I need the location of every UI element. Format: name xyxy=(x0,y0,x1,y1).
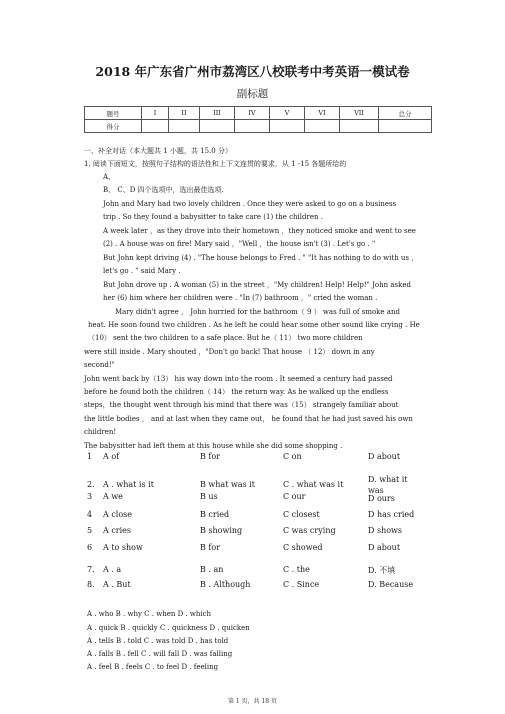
instruction-line: 1. 阅读下面短文，按照句子结构的语法性和上下文连贯的要求，从 1 -15 各题所给的 xyxy=(84,160,347,168)
passage-line: the little bodies ， and at last when they came out， he found that he had just saved his own xyxy=(84,415,413,423)
extra-option-line: A . feel B . feels C . to feel D . feeling xyxy=(87,663,219,671)
option-number: 7. xyxy=(87,565,95,574)
option-c: C closest xyxy=(283,510,320,519)
instruction-line: B、 C、D 四个选项中，选出最佳选项. xyxy=(103,186,224,194)
option-a: A cries xyxy=(103,526,132,535)
passage-line: before he found both the children（ 14） the return way. As he walked up the endless xyxy=(84,388,389,396)
page-subtitle: 副标题 xyxy=(236,88,269,100)
option-b: B showing xyxy=(200,526,243,535)
passage-line: But John drove up . A woman (5) in the street ，"My children! Help! Help!" John asked xyxy=(103,281,411,289)
option-c: C . what was it xyxy=(283,480,344,489)
option-number: 4 xyxy=(87,510,93,519)
score-header-cell: II xyxy=(169,107,200,120)
passage-line: The babysitter had left them at this house while she did some shopping . xyxy=(84,442,343,450)
option-d: D shows xyxy=(368,526,402,535)
option-b: B what was it xyxy=(200,480,255,489)
passage-line: trip . So they found a babysitter to take care (1) the children . xyxy=(103,213,323,221)
option-a: A . a xyxy=(103,565,122,574)
passage-line: second!" xyxy=(84,361,115,369)
option-d: D has cried xyxy=(368,510,415,519)
passage-line: John went back by（13） his way down into the room . It seemed a century had passed xyxy=(84,375,393,383)
extra-option-line: A . falls B . fell C . will fall D . was falling xyxy=(87,650,233,658)
option-b: B cried xyxy=(200,510,230,519)
option-c: C was crying xyxy=(283,526,336,535)
option-a: A to show xyxy=(103,543,143,552)
passage-line: Mary didn't agree ， John hurried for the bathroom（ 9 ） was full of smoke and xyxy=(115,308,400,316)
score-header-cell: I xyxy=(142,107,169,120)
extra-option-line: A . quick B . quickly C . quickness D . quicken xyxy=(87,624,250,632)
score-cell xyxy=(200,120,235,133)
passage-line: John and Mary had two lovely children . Once they were asked to go on a business xyxy=(103,200,397,208)
option-b: B for xyxy=(200,543,221,552)
passage-line: （10） sent the two children to a safe place. But he（ 11） two more children xyxy=(88,334,363,342)
section-title: 一、补全对话（本大题共 1 小题，共 15.0 分） xyxy=(84,147,232,155)
page-footer: 第 1 页，共 18 页 xyxy=(227,698,278,705)
score-cell xyxy=(340,120,379,133)
option-c: C . the xyxy=(283,565,310,574)
passage-line: heat. He soon found two children . As he left he could hear some other sound like crying . He xyxy=(88,321,420,329)
score-table-value-row xyxy=(85,120,432,133)
score-header-cell: VI xyxy=(305,107,340,120)
option-number: 3 xyxy=(87,492,93,501)
instruction-line: A、 xyxy=(103,173,116,181)
score-header-cell: VII xyxy=(340,107,379,120)
option-number: 2. xyxy=(87,480,95,489)
option-b: B . an xyxy=(200,565,224,574)
option-a: A of xyxy=(103,452,120,461)
score-table xyxy=(84,106,432,133)
passage-line: (2) . A house was on fire! Mary said ，"Well ，the house isn't (3) . Let's go . " xyxy=(103,240,376,248)
page-title: 2018 年广东省广州市荔湾区八校联考中考英语一模试卷 xyxy=(95,64,410,79)
option-number: 5 xyxy=(87,526,93,535)
option-number: 8. xyxy=(87,580,95,589)
option-b: B us xyxy=(200,492,218,501)
score-header-cell: V xyxy=(270,107,305,120)
passage-line: A week later ，as they drove into their hometown ，they noticed smoke and went to see xyxy=(103,227,416,235)
score-cell xyxy=(270,120,305,133)
option-number: 1 xyxy=(87,452,93,461)
option-d: D ours xyxy=(368,494,395,503)
passage-line: her (6) him where her children were . "In (7) bathroom ，" cried the woman . xyxy=(103,294,378,302)
passage-line: children! xyxy=(84,428,117,436)
option-a: A . But xyxy=(103,580,131,589)
option-b: B . Although xyxy=(200,580,251,589)
option-d: D. what it was xyxy=(368,475,408,495)
score-cell xyxy=(142,120,169,133)
score-cell xyxy=(169,120,200,133)
score-cell xyxy=(379,120,432,133)
option-c: C on xyxy=(283,452,302,461)
score-header-cell: 总分 xyxy=(379,107,432,120)
score-header-cell: 题号 xyxy=(85,107,142,120)
extra-option-line: A . tells B . told C . was told D . has told xyxy=(87,637,229,645)
score-cell xyxy=(235,120,270,133)
option-d: D. 不填 xyxy=(368,566,396,575)
score-header-cell: IV xyxy=(235,107,270,120)
score-cell xyxy=(305,120,340,133)
option-d: D. Because xyxy=(368,580,414,589)
option-c: C . Since xyxy=(283,580,320,589)
score-row-label: 得分 xyxy=(85,120,142,133)
option-a: A we xyxy=(103,492,123,501)
passage-line: were still inside . Mary shouted ，"Don't go back! That house （ 12） down in any xyxy=(84,348,375,356)
passage-line: But John kept driving (4) . "The house belongs to Fred . " "It has nothing to do with us ， xyxy=(103,254,419,262)
option-number: 6 xyxy=(87,543,93,552)
extra-option-line: A . who B . why C . when D . which xyxy=(87,610,212,618)
score-header-cell: III xyxy=(200,107,235,120)
score-table-header-row xyxy=(85,107,432,120)
passage-line: steps，the thought went through his mind that there was（15） strangely familiar about xyxy=(84,401,399,409)
option-c: C showed xyxy=(283,543,323,552)
option-d: D about xyxy=(368,543,401,552)
option-b: B for xyxy=(200,452,221,461)
passage-line: let's go . " said Mary . xyxy=(103,267,181,275)
option-c: C our xyxy=(283,492,306,501)
option-a: A . what is it xyxy=(103,480,154,489)
option-d: D about xyxy=(368,452,401,461)
option-a: A close xyxy=(103,510,133,519)
